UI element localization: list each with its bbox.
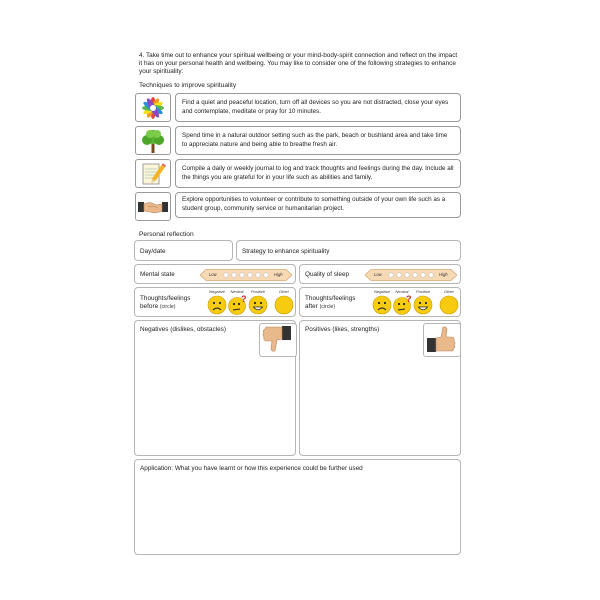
thumbs-up-icon (424, 324, 458, 354)
other-face-icon[interactable] (439, 295, 459, 318)
face-label-other: Other (443, 289, 454, 294)
thoughts-before-field (134, 287, 296, 317)
technique-3-text: Compile a daily or weekly journal to log and track thoughts and feelings during the day. Include all the things you are grateful for in your life such as abilities and family. (182, 164, 454, 181)
negatives-field[interactable] (134, 320, 296, 456)
technique-4-text: Explore opportunities to volunteer or contribute to something outside of your own life such as a student group, community service or humanitarian project. (182, 196, 446, 212)
face-label-other: Other (278, 289, 289, 294)
neutral-face-icon[interactable] (227, 295, 247, 318)
sleep-quality-field (299, 264, 461, 284)
positives-field[interactable] (299, 320, 461, 456)
techniques-title: Techniques to improve spirituality (139, 82, 237, 89)
positive-face-icon[interactable] (413, 295, 433, 318)
scale-low-label: Low (209, 272, 217, 277)
thoughts-before-sub (140, 303, 175, 312)
reflection-title: Personal reflection (139, 231, 194, 238)
technique-icon-frame (135, 159, 171, 188)
thoughts-after-sub (305, 303, 335, 312)
other-face-icon[interactable] (274, 295, 294, 318)
positive-face-icon[interactable] (248, 295, 268, 318)
technique-icon-frame (135, 93, 171, 122)
thoughts-after-label: Thoughts/feelings (305, 295, 356, 302)
application-label: Application: What you have learnt or how this experience could be further used (140, 465, 363, 472)
day-date-field[interactable] (134, 240, 233, 261)
mental-state-scale[interactable] (200, 269, 292, 281)
technique-2-text: Spend time in a natural outdoor setting such as the park, beach or bushland area and take time to appreciate nature and being able to breathe fresh air. (182, 131, 448, 148)
negative-face-icon[interactable] (207, 295, 227, 318)
scale-high-label: High (439, 272, 448, 277)
sleep-quality-label: Quality of sleep (305, 271, 350, 278)
thoughts-after-field (299, 287, 461, 317)
face-label-neutral: Neutral (395, 289, 409, 294)
strategy-field[interactable] (236, 240, 461, 261)
technique-icon-frame (135, 126, 171, 155)
face-label-negative: Negative (209, 289, 225, 294)
face-label-positive: Positive (415, 289, 430, 294)
scale-high-label: High (274, 272, 283, 277)
lotus-mandala-icon (140, 95, 166, 121)
negatives-label: Negatives (dislikes, obstacles) (140, 326, 226, 333)
handshake-icon (138, 196, 168, 218)
technique-text (175, 192, 461, 218)
face-label-negative: Negative (374, 289, 390, 294)
sleep-quality-scale[interactable] (365, 269, 457, 281)
technique-text (175, 93, 461, 122)
before-word: before (140, 303, 159, 310)
strategy-label: Strategy to enhance spirituality (242, 248, 330, 255)
thumbs-down-frame (259, 323, 297, 357)
thoughts-before-label: Thoughts/feelings (140, 295, 191, 302)
circle-hint: (circle) (319, 304, 336, 310)
after-word: after (305, 303, 318, 310)
technique-icon-frame (135, 192, 171, 221)
circle-hint: (circle) (159, 304, 176, 310)
svg-text:?: ? (406, 295, 412, 304)
technique-text (175, 126, 461, 155)
positives-label: Positives (likes, strengths) (305, 326, 380, 333)
journal-pencil-icon (140, 161, 166, 187)
mental-state-label: Mental state (140, 271, 175, 278)
intro-text: 4. Take time out to enhance your spiritual wellbeing or your mind-body-spirit connection and reflect on the impact it has on your personal health and wellbeing. You may like to consider one of the following strategies to enhance your spirituality: (139, 52, 458, 76)
technique-1-text: Find a quiet and peaceful location, turn off all devices so you are not distracted, close your eyes and contemplate, meditate or pray for 10 minutes. (182, 98, 449, 115)
thumbs-down-icon (260, 324, 294, 354)
face-label-neutral: Neutral (230, 289, 244, 294)
negative-face-icon[interactable] (372, 295, 392, 318)
svg-text:?: ? (241, 295, 247, 304)
technique-text (175, 159, 461, 188)
application-field[interactable] (134, 459, 461, 555)
day-date-label: Day/date (140, 248, 166, 255)
face-label-positive: Positive (250, 289, 265, 294)
neutral-face-icon[interactable] (392, 295, 412, 318)
thumbs-up-frame (423, 323, 461, 357)
mental-state-field (134, 264, 296, 284)
scale-low-label: Low (374, 272, 382, 277)
tree-icon (140, 128, 166, 154)
